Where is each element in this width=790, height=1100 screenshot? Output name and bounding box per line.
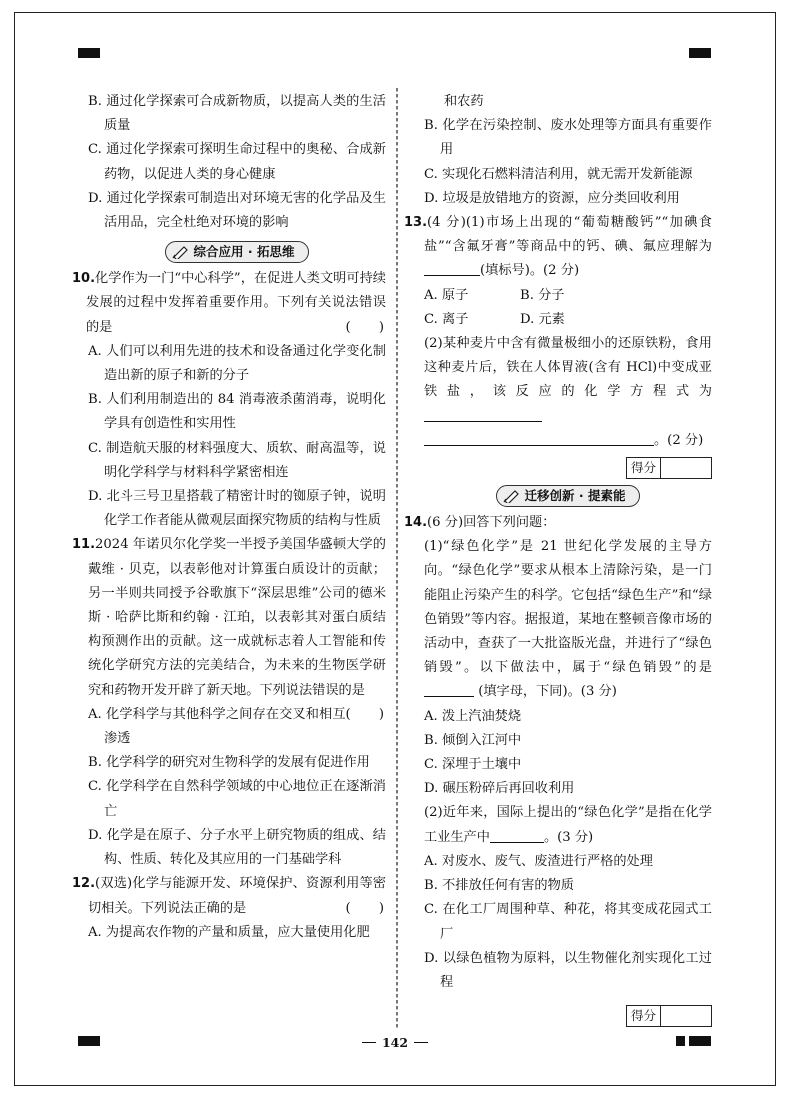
question-14-p2-option-c: C. 在化工厂周围种草、种花，将其变成花园式工厂 (424, 902, 712, 942)
right-column (404, 90, 712, 1033)
question-12-answer-bracket[interactable]: ( ) (345, 900, 396, 916)
left-column (72, 90, 396, 945)
score-box-2-label: 得分 (627, 1006, 661, 1026)
question-14-p1-option-d: D. 碾压粉碎后再回收利用 (424, 781, 575, 797)
question-14-blank-1[interactable] (424, 683, 474, 697)
section-banner-2-label: 迁移创新 · 提素能 (524, 487, 626, 503)
page-number-value: 142 (381, 1035, 409, 1050)
question-13-options-row-2 (424, 308, 712, 332)
question-11-option-d: D. 化学是在原子、分子水平上研究物质的组成、结构、性质、转化及其应用的一门基础学科 (88, 827, 386, 868)
question-13-option-c: C. 离子 (424, 311, 469, 327)
question-14-p2-option-a: A. 对废水、废气、废渣进行严格的处理 (424, 853, 653, 869)
page-number (0, 1031, 790, 1050)
score-box-1-label: 得分 (627, 458, 661, 478)
question-14-p1-option-a: A. 泼上汽油焚烧 (424, 708, 522, 724)
question-10-option-d: D. 北斗三号卫星搭载了精密计时的铷原子钟，说明化学工作者能从微观层面探究物质的结构与性质 (88, 489, 386, 529)
question-12-option-a: A. 为提高农作物的产量和质量，应大量使用化肥 (88, 924, 370, 940)
column-divider (396, 88, 398, 1028)
question-10 (72, 267, 396, 533)
question-13-part-2: (2)某种麦片中含有微量极细小的还原铁粉，食用这种麦片后，铁在人体胃液(含有 HCl)中变成亚铁盐，该反应的化学方程式为 (424, 336, 712, 400)
question-12-option-d: D. 垃圾是放错地方的资源，应分类回收利用 (424, 190, 680, 206)
question-10-option-c: C. 制造航天服的材料强度大、质软、耐高温等，说明化学科学与材料科学紧密相连 (88, 440, 386, 480)
question-14-part-1: (1)“绿色化学”是 21 世纪化学发展的主导方向。“绿色化学”要求从根本上清除污染，是一门能阻止污染产生的科学。它包括“绿色生产”和“绿色销毁”等内容。据报道，某地在整顿音像市场的活动中，查获了一大批盗版光盘，并进行了“绿色销毁”。以下做法中，属于“绿色销毁”的是 (424, 539, 712, 676)
question-12-number: 12. (72, 876, 96, 892)
question-14-number: 14. (404, 515, 428, 531)
question-13-blank-2b[interactable] (424, 432, 654, 446)
question-13-blank-2a[interactable] (424, 408, 542, 422)
question-10-option-a: A. 人们可以利用先进的技术和设备通过化学变化制造出新的原子和新的分子 (88, 343, 386, 384)
section-banner-1-label: 综合应用 · 拓思维 (193, 244, 295, 260)
question-12-option-c: C. 实现化石燃料清洁利用，就无需开发新能源 (424, 166, 693, 182)
question-10-answer-bracket[interactable]: ( ) (345, 319, 396, 335)
question-14-stem: (6 分)回答下列问题： (427, 515, 556, 531)
q9-option-b: B. 通过化学探索可合成新物质，以提高人类的生活质量 (88, 94, 386, 134)
question-13-options-row-1 (424, 284, 712, 308)
question-13-number: 13. (404, 215, 428, 231)
question-11-number: 11. (72, 537, 96, 553)
score-box-1 (424, 457, 712, 479)
question-14 (404, 511, 712, 995)
pencil-icon (172, 245, 190, 259)
question-14-part-2-tail: 。(3 分) (543, 829, 594, 845)
question-14-blank-2[interactable] (490, 829, 544, 843)
question-13-option-b: B. 分子 (520, 287, 565, 303)
section-banner-2 (424, 485, 712, 507)
question-13-stem: (4 分)(1)市场上出现的“葡萄糖酸钙”“加碘食盐”“含氟牙膏”等商品中的钙、碘、氟应理解为 (424, 215, 712, 255)
pencil-icon (503, 489, 521, 503)
question-12 (72, 872, 396, 945)
question-13-part-2-tail: 。(2 分) (654, 432, 704, 448)
section-banner-1 (88, 241, 386, 263)
question-11 (72, 533, 396, 872)
score-box-1-input[interactable] (661, 458, 711, 478)
q9-option-d: D. 通过化学探索可制造出对环境无害的化学品及生活用品，完全杜绝对环境的影响 (88, 190, 386, 231)
question-14-p2-option-d: D. 以绿色植物为原料，以生物催化剂实现化工过程 (424, 950, 712, 990)
question-13 (404, 211, 712, 453)
question-14-part-1-tail: (填字母，下同)。(3 分) (478, 684, 617, 700)
question-14-p1-option-b: B. 倾倒入江河中 (424, 732, 522, 748)
question-12-option-a-continued: 和农药 (444, 94, 484, 109)
page-number-dash-left (362, 1042, 376, 1043)
question-10-stem: 化学作为一门“中心科学”，在促进人类文明可持续发展的过程中发挥着重要作用。下列有关说法错误的是 (86, 271, 386, 335)
question-13-stem-tail: (填标号)。(2 分) (480, 263, 580, 279)
corner-mark-top-left (78, 48, 100, 58)
question-12-stem: (双选)化学与能源开发、环境保护、资源利用等密切相关。下列说法正确的是 (88, 876, 386, 916)
page-number-dash-right (414, 1042, 428, 1043)
question-13-option-a: A. 原子 (424, 287, 469, 303)
question-14-p1-option-c: C. 深埋于土壤中 (424, 757, 522, 773)
q9-option-c: C. 通过化学探索可探明生命过程中的奥秘、合成新药物，以促进人类的身心健康 (88, 142, 386, 182)
question-11-stem: 2024 年诺贝尔化学奖一半授予美国华盛顿大学的戴维 · 贝克，以表彰他对计算蛋白质设计的贡献；另一半则共同授予谷歌旗下“深层思维”公司的德米斯 · 哈萨比斯和约翰 · 江珀，以表彰其对蛋白质结构预测作出的贡献。这一成就标志着人工智能和传统化学研究方法的完美结合，为未来的生物医学研究和药物开发开辟了新天地。下列说法错误的是 (88, 537, 386, 698)
question-12-option-b: B. 化学在污染控制、废水处理等方面具有重要作用 (424, 118, 712, 158)
corner-mark-top-right (689, 48, 711, 58)
question-11-option-b: B. 化学科学的研究对生物科学的发展有促进作用 (88, 755, 370, 771)
question-11-option-a: A. 化学科学与其他科学之间存在交叉和相互渗透 (88, 706, 346, 747)
question-14-p2-option-b: B. 不排放任何有害的物质 (424, 878, 574, 894)
question-10-option-b: B. 人们利用制造出的 84 消毒液杀菌消毒，说明化学具有创造性和实用性 (88, 392, 386, 432)
score-box-2 (424, 1005, 712, 1027)
question-14-part-2: (2)近年来，国际上提出的“绿色化学”是指在化学工业生产中 (424, 805, 712, 845)
question-11-option-c: C. 化学科学在自然科学领域的中心地位正在逐渐消亡 (88, 779, 386, 819)
score-box-2-input[interactable] (661, 1006, 711, 1026)
question-10-number: 10. (72, 271, 96, 287)
question-13-option-d: D. 元素 (520, 311, 565, 327)
question-11-answer-bracket[interactable]: ( ) (345, 706, 396, 722)
question-13-blank-1[interactable] (424, 262, 480, 276)
